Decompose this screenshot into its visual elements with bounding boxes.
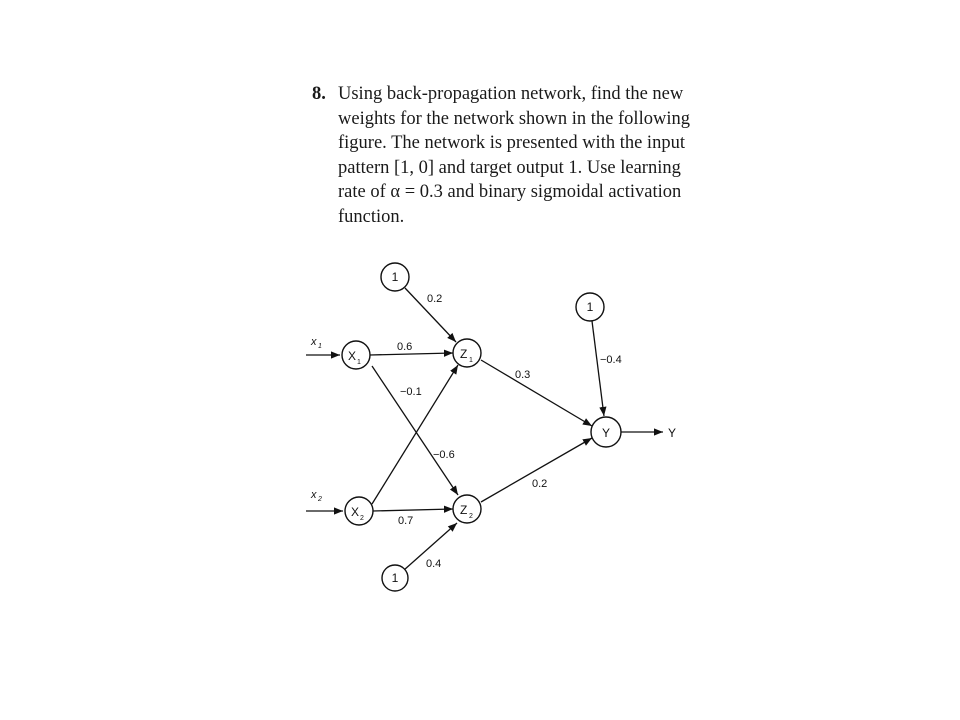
weight-x2-z1: −0.1 (400, 386, 422, 398)
weight-z1-y: 0.3 (515, 369, 531, 381)
node-z2-subscript: 2 (469, 513, 473, 520)
edge-bias-y (592, 321, 604, 416)
weight-z2-y: 0.2 (532, 478, 548, 490)
node-z1-label: Z (460, 347, 468, 361)
weight-x2-z2: 0.7 (398, 515, 414, 527)
node-z1-subscript: 1 (469, 357, 473, 364)
node-x1-label: X (348, 349, 357, 363)
problem-line: pattern [1, 0] and target output 1. Use learning (338, 157, 681, 178)
node-x1-subscript: 1 (357, 359, 361, 366)
node-bias-z2-label: 1 (391, 571, 399, 585)
problem-line: figure. The network is presented with the input (338, 133, 685, 153)
weight-x1-z1: 0.6 (397, 341, 413, 353)
edge-z1-y (481, 360, 592, 426)
edge-x1-z1 (370, 353, 453, 355)
node-x2-subscript: 2 (360, 515, 364, 522)
weight-bias-y: −0.4 (600, 354, 622, 366)
problem-number: 8. (312, 84, 326, 104)
input-x1-subscript: 1 (318, 343, 322, 350)
input-x2-label: x (311, 489, 317, 501)
problem-line: weights for the network shown in the following (338, 108, 690, 129)
weight-x1-z2: −0.6 (433, 449, 455, 461)
weight-bias-z1: 0.2 (427, 293, 443, 305)
node-bias-y-label: 1 (586, 300, 594, 314)
input-x2-subscript: 2 (318, 496, 322, 503)
node-bias-z1-label: 1 (391, 270, 399, 284)
node-x2-label: X (351, 505, 360, 519)
edge-x2-z2 (373, 509, 453, 511)
edge-z2-y (481, 438, 592, 502)
problem-line: Using back-propagation network, find the new (338, 84, 684, 104)
problem-line: function. (338, 206, 405, 227)
weight-bias-z2: 0.4 (426, 558, 442, 570)
problem-line: rate of α = 0.3 and binary sigmoidal activation (338, 182, 682, 202)
node-y-label: Y (601, 426, 611, 440)
input-x1-label: x (311, 336, 317, 348)
output-y-label: Y (668, 426, 677, 440)
node-z2-label: Z (460, 503, 468, 517)
